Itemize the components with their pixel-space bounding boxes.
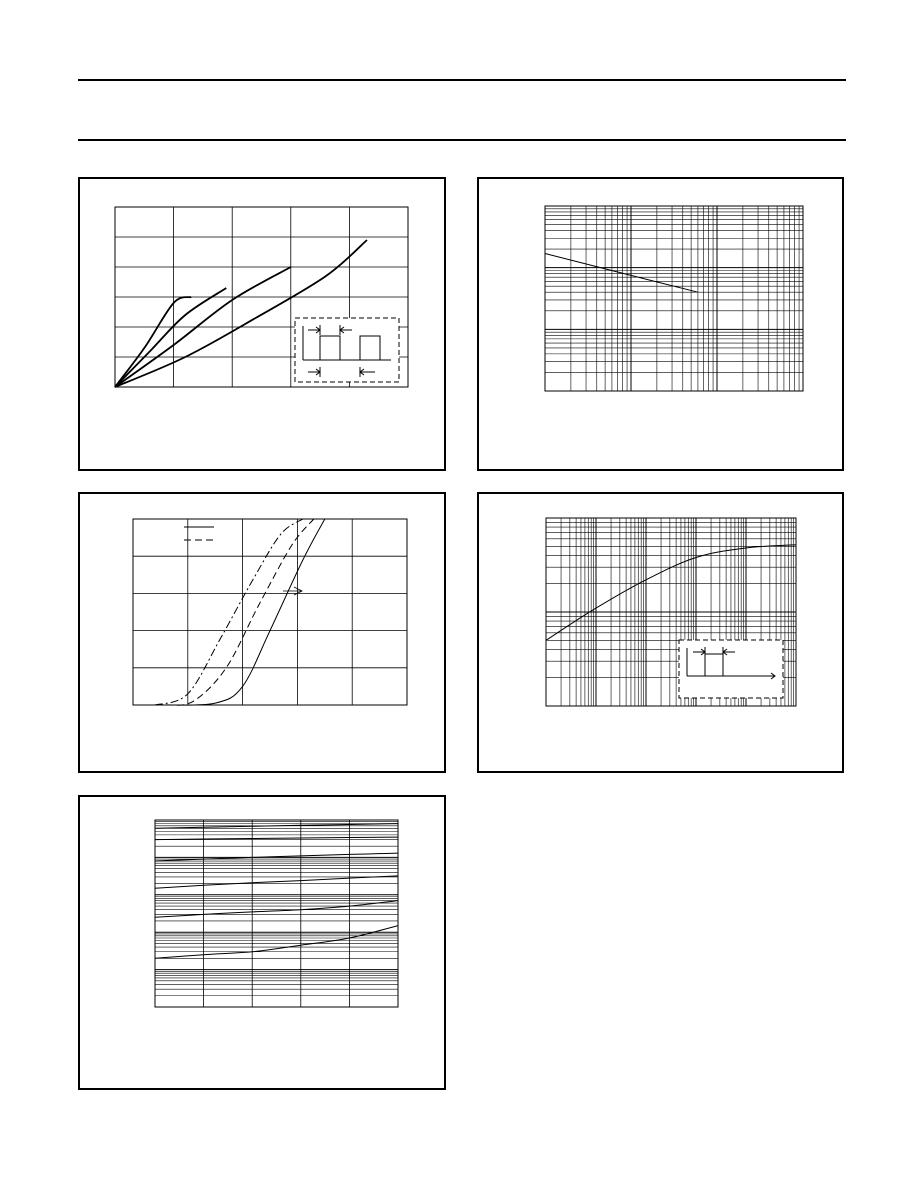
series-line-2 xyxy=(155,837,398,840)
pulse-waveform-inset xyxy=(295,318,399,382)
figure-3-plot xyxy=(80,494,444,771)
inset-frame xyxy=(679,640,783,698)
header-rule-bottom xyxy=(78,139,846,141)
series-line-3 xyxy=(155,519,303,705)
figure-5-plot xyxy=(80,797,444,1088)
series-line-2 xyxy=(115,288,226,387)
figure-1-plot xyxy=(80,179,444,469)
figure-panel-2 xyxy=(477,177,844,471)
series-line-4 xyxy=(155,876,398,888)
plot-frame xyxy=(133,519,407,705)
figure-panel-3 xyxy=(78,492,446,773)
plot-frame xyxy=(155,820,398,1007)
series-line-6 xyxy=(155,926,398,959)
figure-panel-4 xyxy=(477,492,844,773)
series-line-1 xyxy=(115,297,191,387)
series-line-1 xyxy=(546,545,796,641)
figure-2-plot xyxy=(479,179,842,469)
plot-frame xyxy=(545,206,803,391)
header-rule-top xyxy=(78,79,846,81)
series-line-1 xyxy=(166,519,325,705)
figure-panel-1 xyxy=(78,177,446,471)
figure-4-plot xyxy=(479,494,842,771)
pulse-waveform-inset xyxy=(679,640,783,698)
figure-panel-5 xyxy=(78,795,446,1090)
